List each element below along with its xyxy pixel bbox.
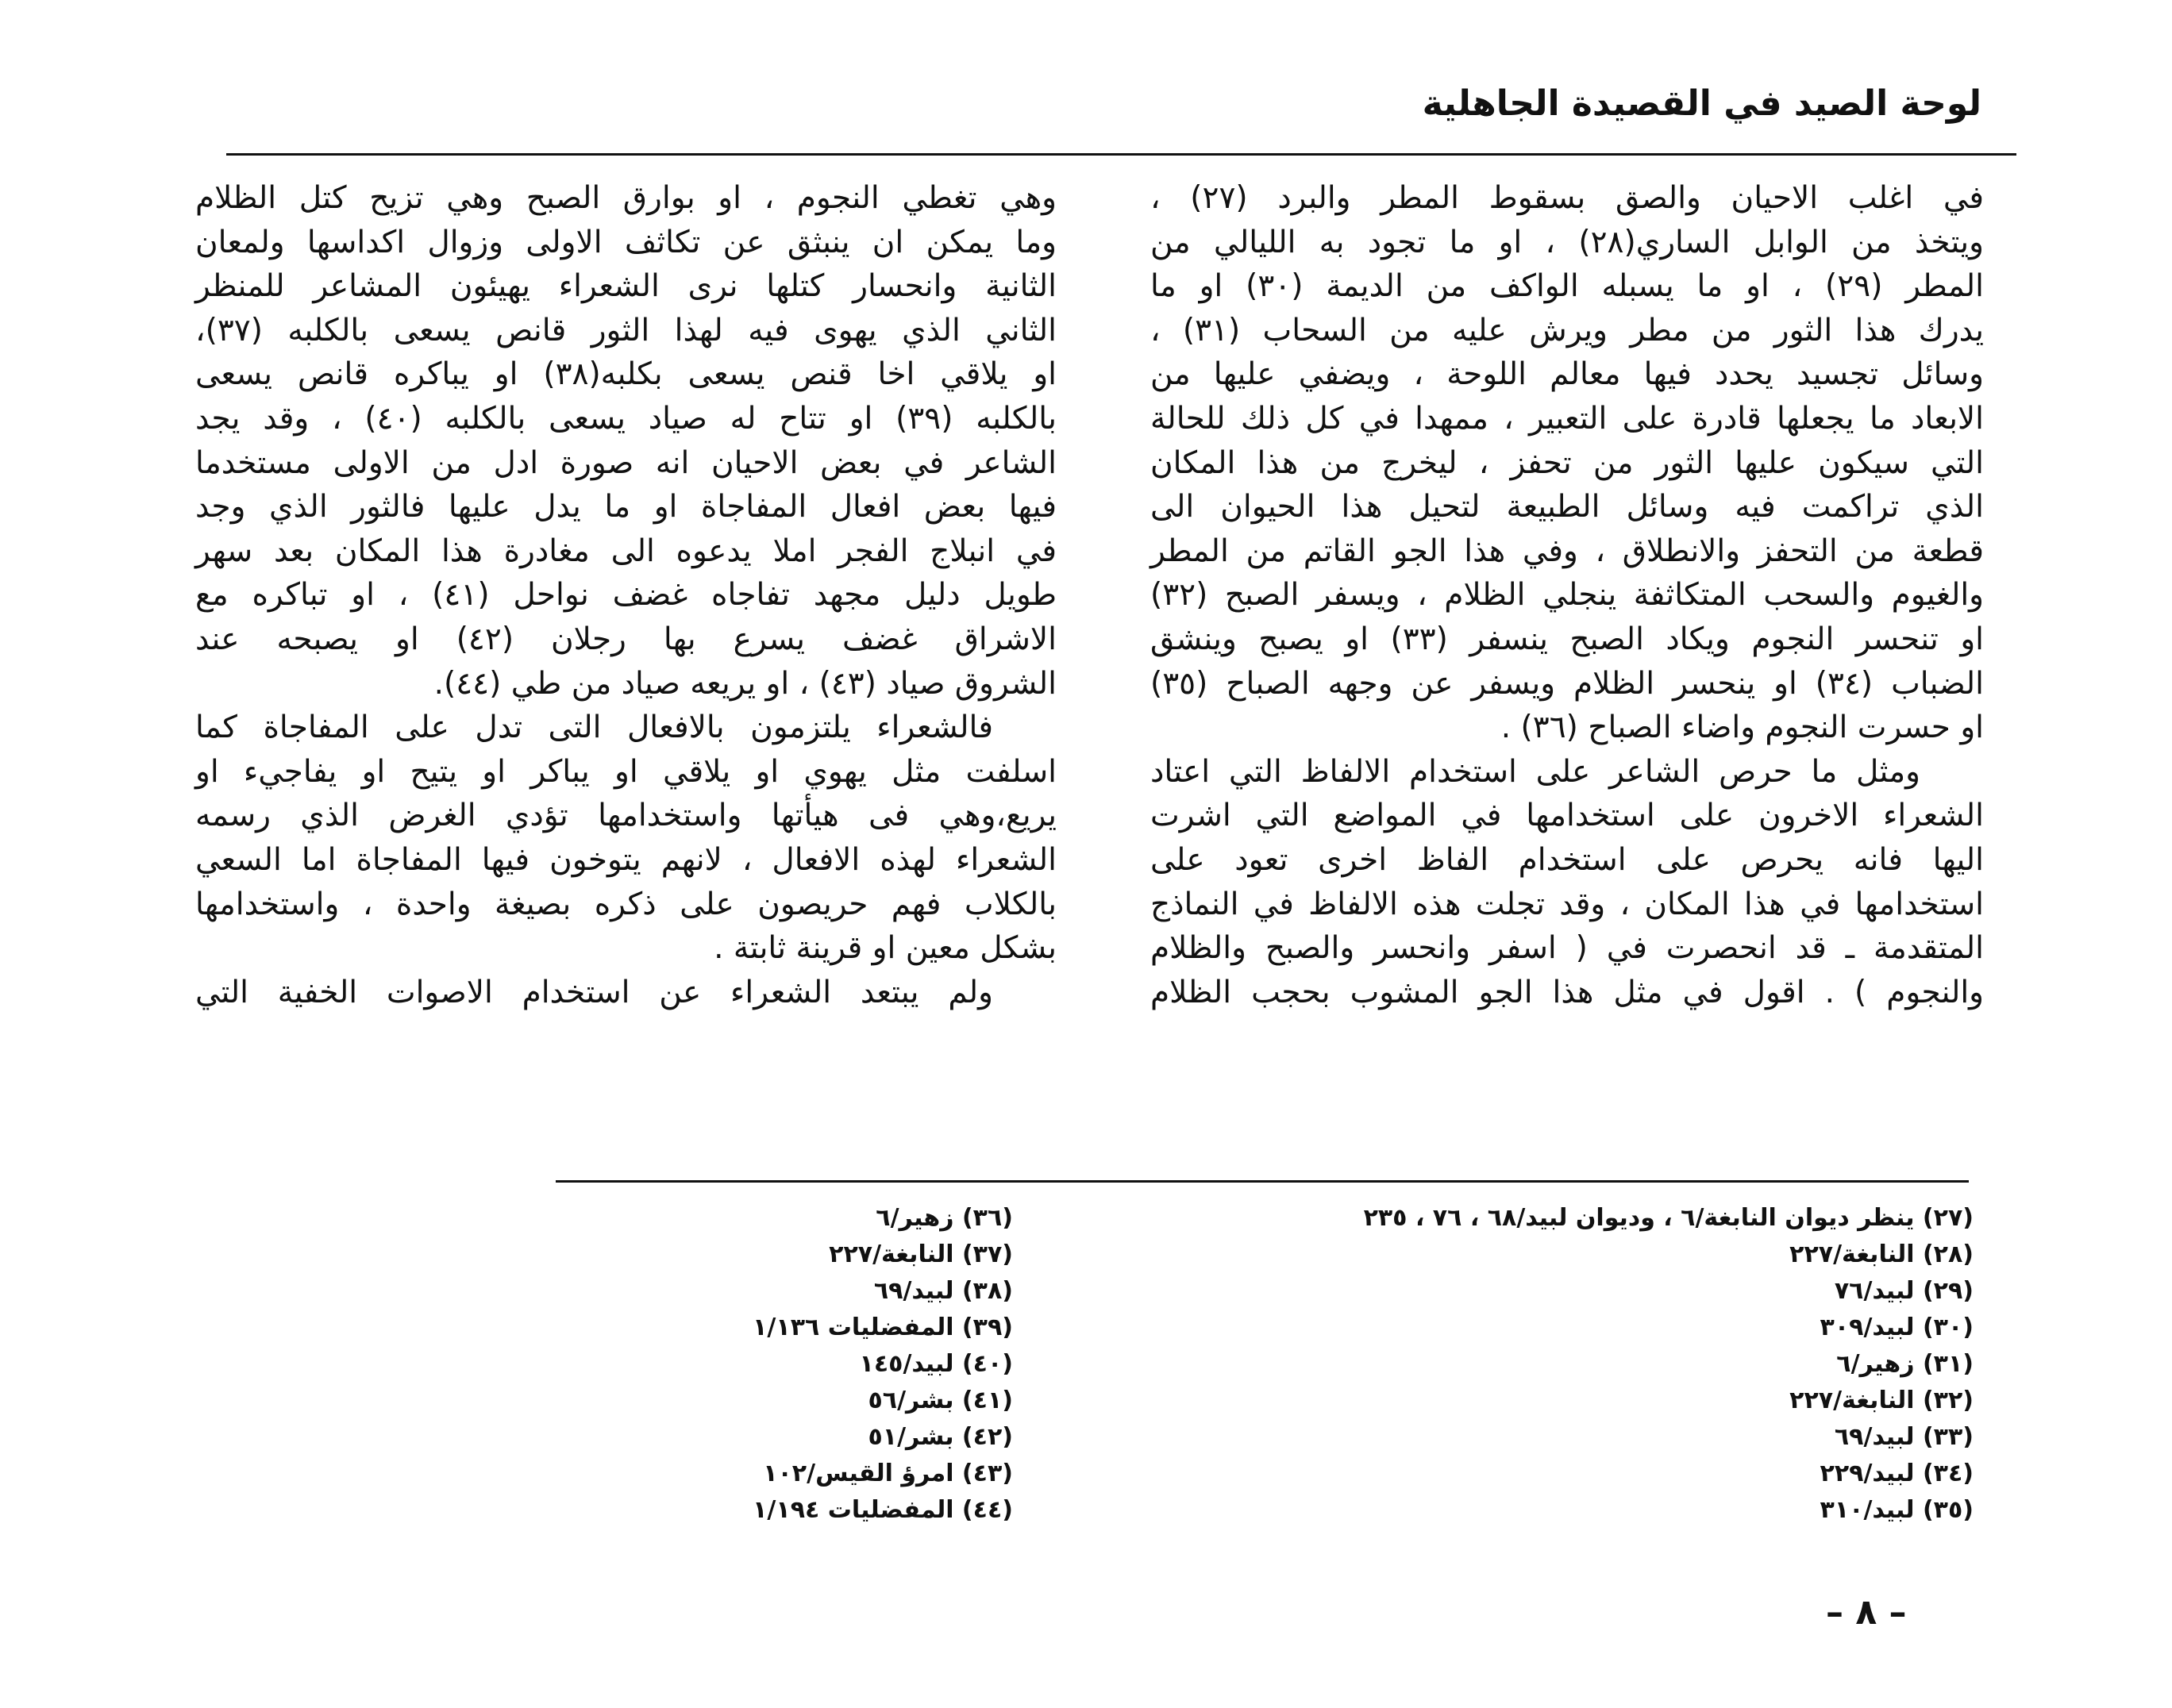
text-line: او حسرت النجوم واضاء الصباح (٣٦) . <box>1500 710 1984 746</box>
text-line: ويتخذ من الوابل الساري(٢٨) ، او ما تجود به الليالي من <box>1150 224 1984 260</box>
page-number: – ٨ – <box>1826 1592 1907 1633</box>
text-line: قطعة من التحفز والانطلاق ، وفي هذا الجو القاتم من المطر <box>1150 533 1984 569</box>
text-line: اليها فانه يحرص على استخدام الفاظ اخرى تعود على <box>1150 841 1984 878</box>
footnote: (٤٤) المفضليات ١/١٩٤ <box>753 1496 1013 1524</box>
text-line: الشروق صياد (٤٣) ، او يريعه صياد من طي (٤٤). <box>433 665 1057 702</box>
text-line: بالكلبه (٣٩) او تتاح له صياد يسعى بالكلبه (٤٠) ، وقد يجد <box>195 400 1057 437</box>
header-rule <box>226 153 2016 156</box>
text-line: اسلفت مثل يهوي او يلاقي او يباكر او يتيح او يفاجيء او <box>195 753 1057 790</box>
text-line: الشعراء الاخرون على استخدامها في المواضع التي اشرت <box>1150 798 1984 834</box>
footnote: (٣٣) لبيد/٦٩ <box>1834 1423 1974 1451</box>
footnote: (٤٠) لبيد/١٤٥ <box>859 1350 1013 1378</box>
text-line: او يلاقي اخا قنص يسعى بكلبه(٣٨) او يباكره قانص يسعى <box>195 356 1057 393</box>
text-line: التي سيكون عليها الثور من تحفز ، ليخرج من هذا المكان <box>1150 444 1984 481</box>
text-line: وما يمكن ان ينبثق عن تكاثف الاولى وزوال اكداسها ولمعان <box>195 224 1057 260</box>
footnotes-rule <box>556 1180 1969 1183</box>
text-line: الضباب (٣٤) او ينحسر الظلام ويسفر عن وجهه الصباح (٣٥) <box>1150 665 1984 702</box>
footnote: (٣١) زهير/٦ <box>1836 1350 1974 1378</box>
text-line: طويل دليل مجهد تفاجاه غضف نواحل (٤١) ، او تباكره مع <box>195 577 1057 614</box>
text-line: استخدامها في هذا المكان ، وقد تجلت هذه الالفاظ في النماذج <box>1150 886 1984 922</box>
text-line: بالكلاب فهم حريصون على ذكره بصيغة واحدة ، واستخدامها <box>195 886 1057 922</box>
text-line: فيها بعض افعال المفاجاة او ما يدل عليها فالثور الذي وجد <box>195 489 1057 525</box>
footnote: (٤١) بشر/٥٦ <box>868 1387 1013 1414</box>
footnote: (٤٣) امرؤ القيس/١٠٢ <box>763 1460 1013 1487</box>
text-line: يدرك هذا الثور من مطر ويرش عليه من السحاب (٣١) ، <box>1150 312 1984 348</box>
text-line: والغيوم والسحب المتكاثفة ينجلي الظلام ، ويسفر الصبح (٣٢) <box>1150 577 1984 614</box>
footnote: (٣٦) زهير/٦ <box>876 1204 1013 1232</box>
footnotes-right <box>1140 1200 1974 1529</box>
footnotes-left <box>537 1200 1013 1529</box>
footnote: (٣٠) لبيد/٣٠٩ <box>1820 1314 1974 1341</box>
text-line: في اغلب الاحيان والصق بسقوط المطر والبرد (٢٧) ، <box>1150 180 1984 216</box>
text-column-left <box>195 176 1057 1014</box>
running-title: لوحة الصيد في القصيدة الجاهلية <box>1422 83 1981 124</box>
text-line: الشاعر في بعض الاحيان انه صورة ادل من الاولى مستخدما <box>195 444 1057 481</box>
footnote: (٤٢) بشر/٥١ <box>868 1423 1013 1451</box>
text-column-right <box>1150 176 1984 1014</box>
text-line: ومثل ما حرص الشاعر على استخدام الالفاظ التي اعتاد <box>1150 753 1920 790</box>
footnote: (٣٤) لبيد/٢٢٩ <box>1820 1460 1974 1487</box>
footnote: (٣٨) لبيد/٦٩ <box>873 1277 1013 1305</box>
text-line: والنجوم ) . اقول في مثل هذا الجو المشوب بحجب الظلام <box>1150 974 1984 1010</box>
footnote: (٣٢) النابغة/٢٢٧ <box>1789 1387 1974 1414</box>
text-line: في انبلاج الفجر املا يدعوه الى مغادرة هذا المكان بعد سهر <box>195 533 1057 569</box>
text-line: الشعراء لهذه الافعال ، لانهم يتوخون فيها المفاجاة اما السعي <box>195 841 1057 878</box>
text-line: او تنحسر النجوم ويكاد الصبح ينسفر (٣٣) او يصبح وينشق <box>1150 621 1985 657</box>
text-line: الابعاد ما يجعلها قادرة على التعبير ، ممهدا في كل ذلك للحالة <box>1150 400 1984 437</box>
text-line: وسائل تجسيد يحدد فيها معالم اللوحة ، ويضفي عليها من <box>1150 356 1984 393</box>
text-line: وهي تغطي النجوم ، او بوارق الصبح وهي تزيح كتل الظلام <box>195 180 1057 216</box>
text-line: يريع،وهي فى هيأتها واستخدامها تؤدي الغرض الذي رسمه <box>195 798 1057 834</box>
text-line: الذي تراكمت فيه وسائل الطبيعة لتحيل هذا الحيوان الى <box>1150 489 1984 525</box>
footnote: (٢٩) لبيد/٧٦ <box>1834 1277 1974 1305</box>
text-line: بشكل معين او قرينة ثابتة . <box>714 930 1057 967</box>
text-line: ولم يبتعد الشعراء عن استخدام الاصوات الخفية التي <box>195 974 993 1010</box>
footnote: (٣٧) النابغة/٢٢٧ <box>829 1241 1013 1268</box>
text-line: الاشراق غضف يسرع بها رجلان (٤٢) او يصبحه عند <box>195 621 1057 657</box>
footnote: (٢٨) النابغة/٢٢٧ <box>1789 1241 1974 1268</box>
text-line: المطر (٢٩) ، او ما يسبله الواكف من الديمة (٣٠) او ما <box>1150 268 1985 305</box>
footnote: (٣٩) المفضليات ١/١٣٦ <box>753 1314 1013 1341</box>
text-line: فالشعراء يلتزمون بالافعال التى تدل على المفاجاة كما <box>195 710 993 746</box>
text-line: الثاني الذي يهوى فيه لهذا الثور قانص يسعى بالكلبه (٣٧)، <box>195 312 1057 348</box>
footnote: (٣٥) لبيد/٣١٠ <box>1820 1496 1974 1524</box>
text-line: الثانية وانحسار كتلها نرى الشعراء يهيئون المشاعر للمنظر <box>195 268 1057 305</box>
text-line: المتقدمة ـ قد انحصرت في ( اسفر وانحسر والصبح والظلام <box>1150 930 1984 967</box>
footnote: (٢٧) ينظر ديوان النابغة/٦ ، وديوان لبيد/٦٨ ، ٧٦ ، ٢٣٥ <box>1363 1204 1974 1232</box>
